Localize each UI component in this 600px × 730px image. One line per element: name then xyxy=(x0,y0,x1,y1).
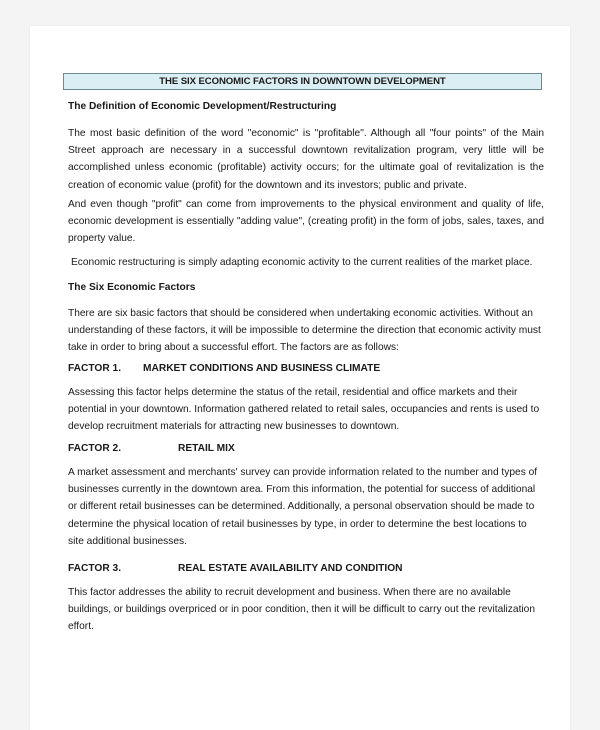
factor-1-text: Assessing this factor helps determine the status of the retail, residential and office markets and their potential in your downtown. Information gathered related to retail sales, occupancies and rents is used to develop recruitment materials for attracting new businesses to downtown. xyxy=(68,387,540,433)
section-heading-definition: The Definition of Economic Development/Restructuring xyxy=(68,101,337,112)
paragraph-six-factors-intro: There are six basic factors that should be considered when undertaking economic activities. Without an understanding of these factors, it will be impossible to determine the direction that economic activity must take in order to bring about a successful effort. The factors are as follows: xyxy=(68,308,541,354)
paragraph-restructuring: Economic restructuring is simply adapting economic activity to the current realities of the market place. xyxy=(71,257,533,268)
section-heading-six-factors: The Six Economic Factors xyxy=(68,282,196,293)
factor-1-name: MARKET CONDITIONS AND BUSINESS CLIMATE xyxy=(143,363,381,374)
paragraph-profit: And even though "profit" can come from improvements to the physical environment and quality of life, economic development is essentially "adding value", (creating profit) in the form of jobs, sales, taxes, and property value. xyxy=(68,199,544,245)
factor-2-heading xyxy=(68,442,544,456)
factor-1-number: FACTOR 1. xyxy=(68,363,122,374)
factor-2-number: FACTOR 2. xyxy=(68,443,122,454)
factor-1-heading xyxy=(68,362,544,376)
factor-3-name: REAL ESTATE AVAILABILITY AND CONDITION xyxy=(178,563,403,574)
paragraph-definition: The most basic definition of the word "economic" is "profitable". Although all "four points" of the Main Street approach are necessary in a successful downtown revitalization program, very little will be accomplished unless economic (profitable) activity occurs; for the ultimate goal of revitalization is the creation of economic value (profit) for the downtown and its investors; public and private. xyxy=(68,128,544,191)
document-title: THE SIX ECONOMIC FACTORS IN DOWNTOWN DEVELOPMENT xyxy=(63,73,542,90)
factor-3-number: FACTOR 3. xyxy=(68,563,122,574)
factor-2-name: RETAIL MIX xyxy=(178,443,235,454)
factor-3-heading xyxy=(68,562,544,576)
factor-2-text: A market assessment and merchants' survey can provide information related to the number and types of businesses currently in the downtown area. From this information, the potential for success of additional or different retail businesses can be determined. Additionally, a personal observation should be made to determine the physical location of retail businesses by type, in order to determine the best locations to site additional businesses. xyxy=(68,467,538,547)
factor-3-text: This factor addresses the ability to recruit development and business. When there are no available buildings, or buildings overpriced or in poor condition, then it will be difficult to carry out the revitalization effort. xyxy=(68,587,535,633)
document-page xyxy=(30,26,570,730)
